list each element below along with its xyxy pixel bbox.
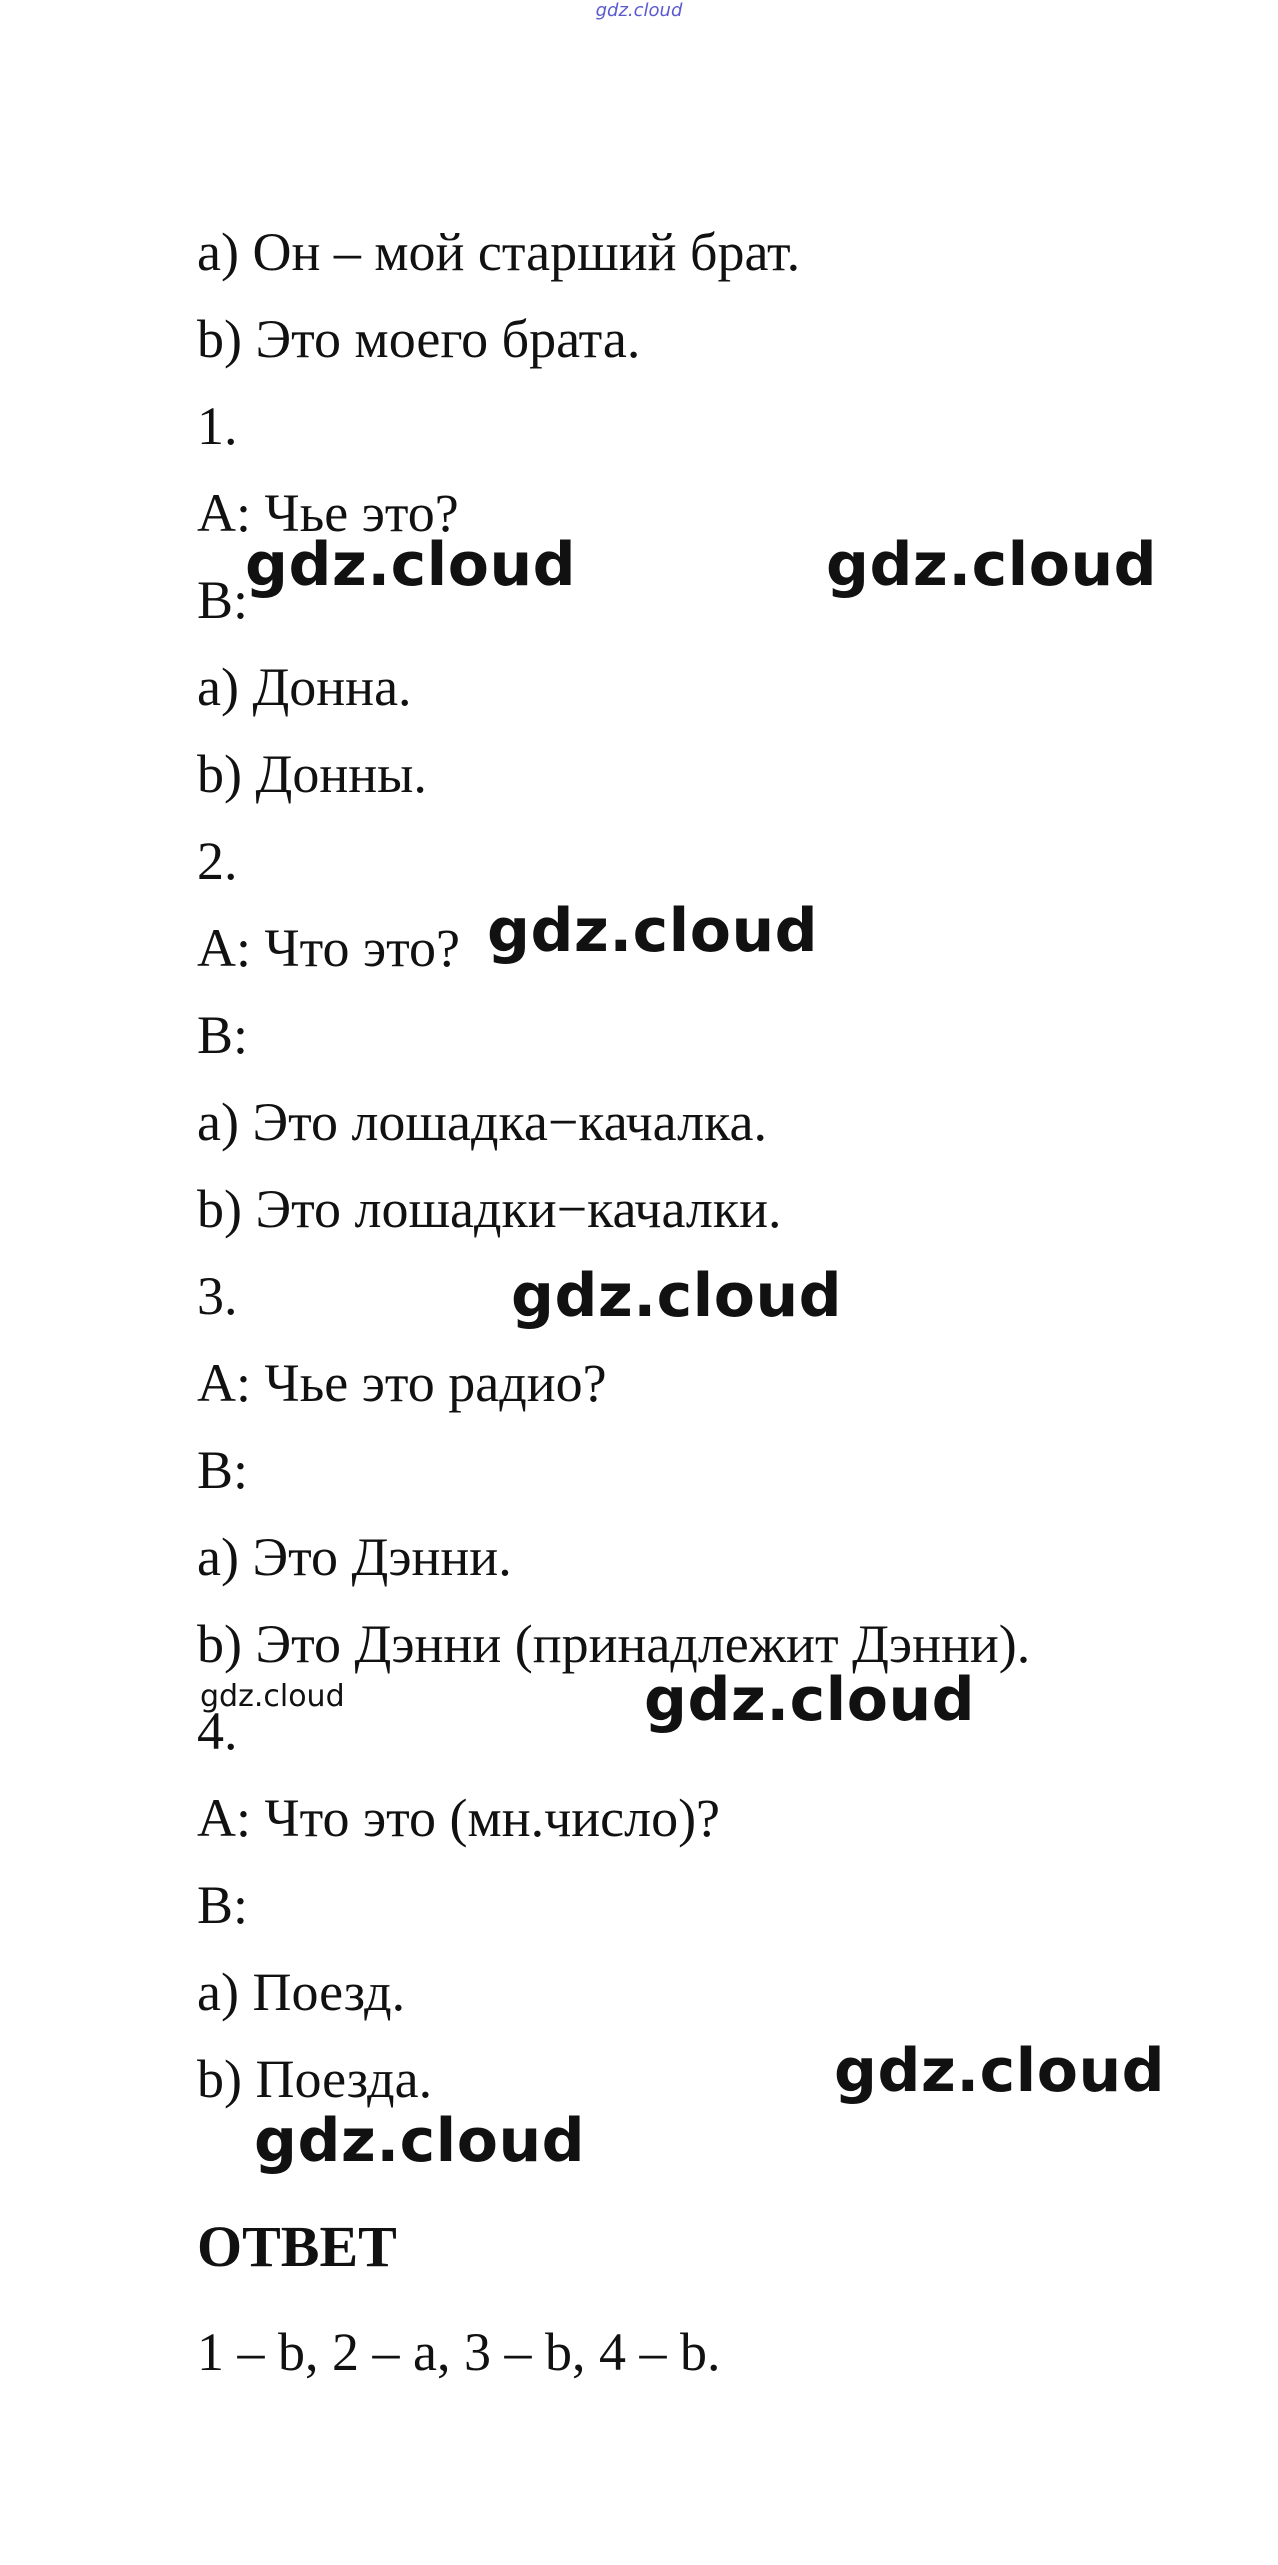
text-line: a) Донна. — [197, 657, 412, 717]
text-line: B: — [197, 1875, 249, 1935]
watermark: gdz.cloud — [826, 530, 1158, 600]
text-line: A: Что это? — [197, 918, 461, 978]
text-line: a) Он – мой старший брат. — [197, 222, 801, 282]
text-line: 4. — [197, 1701, 238, 1761]
header-watermark: gdz.cloud — [595, 0, 683, 21]
text-line: A: Чье это радио? — [197, 1353, 607, 1413]
watermark: gdz.cloud — [245, 530, 577, 600]
text-line: b) Это лошадки−качалки. — [197, 1179, 782, 1239]
text-line: b) Поезда. — [197, 2049, 433, 2109]
answer-text: 1 – b, 2 – a, 3 – b, 4 – b. — [197, 2322, 721, 2382]
watermark: gdz.cloud — [487, 896, 819, 966]
watermark: gdz.cloud — [644, 1665, 976, 1735]
text-line: b) Это моего брата. — [197, 309, 641, 369]
text-line: a) Поезд. — [197, 1962, 406, 2022]
watermark: gdz.cloud — [511, 1261, 843, 1331]
text-line: b) Донны. — [197, 744, 427, 804]
text-line: 3. — [197, 1266, 238, 1326]
watermark: gdz.cloud — [254, 2106, 586, 2176]
text-line: 1. — [197, 396, 238, 456]
text-line: B: — [197, 570, 249, 630]
text-line: B: — [197, 1005, 249, 1065]
watermark: gdz.cloud — [200, 1679, 345, 1714]
text-line: b) Это Дэнни (принадлежит Дэнни). — [197, 1614, 1031, 1674]
text-line: A: Что это (мн.число)? — [197, 1788, 721, 1848]
text-line: a) Это Дэнни. — [197, 1527, 512, 1587]
text-line: A: Чье это? — [197, 483, 459, 543]
answer-heading: ОТВЕТ — [197, 2214, 397, 2279]
text-line: a) Это лошадка−качалка. — [197, 1092, 767, 1152]
text-line: B: — [197, 1440, 249, 1500]
watermark: gdz.cloud — [834, 2036, 1166, 2106]
text-line: 2. — [197, 831, 238, 891]
